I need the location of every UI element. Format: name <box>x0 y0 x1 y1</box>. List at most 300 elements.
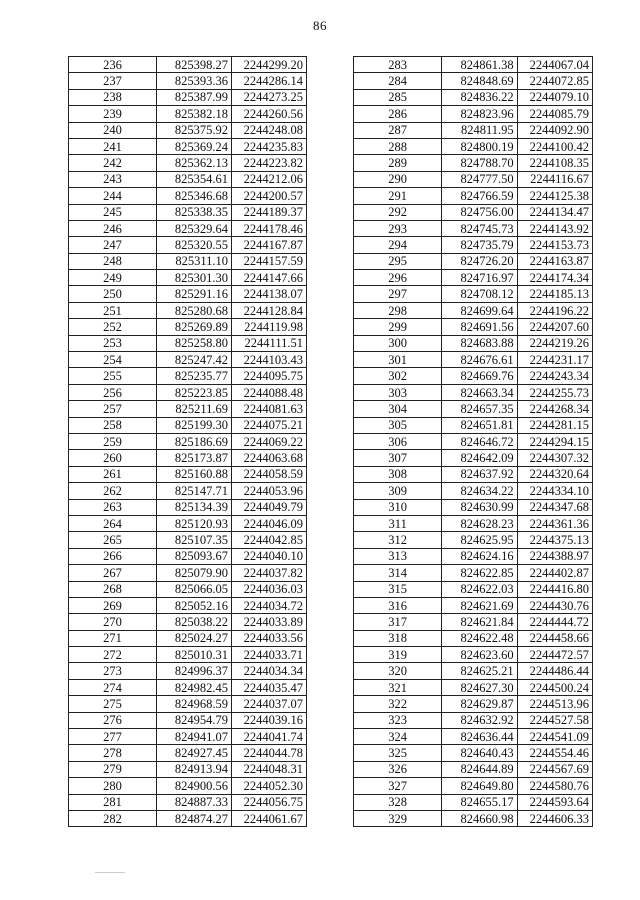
x-coordinate-cell: 825010.31 <box>157 647 232 663</box>
point-number-cell: 271 <box>69 630 157 646</box>
y-coordinate-cell: 2244189.37 <box>232 204 307 220</box>
y-coordinate-cell: 2244281.15 <box>517 417 592 433</box>
point-number-cell: 319 <box>354 647 442 663</box>
y-coordinate-cell: 2244108.35 <box>517 155 592 171</box>
point-number-cell: 244 <box>69 188 157 204</box>
table-row <box>69 106 307 122</box>
x-coordinate-cell: 825134.39 <box>157 499 232 515</box>
table-row <box>354 630 593 646</box>
table-row <box>69 122 307 138</box>
table-row <box>354 155 593 171</box>
x-coordinate-cell: 824861.38 <box>442 57 517 73</box>
point-number-cell: 312 <box>354 532 442 548</box>
point-number-cell: 304 <box>354 401 442 417</box>
point-number-cell: 305 <box>354 417 442 433</box>
table-row <box>69 761 307 777</box>
coordinates-table-right <box>353 56 593 827</box>
y-coordinate-cell: 2244200.57 <box>232 188 307 204</box>
y-coordinate-cell: 2244593.64 <box>517 794 592 810</box>
y-coordinate-cell: 2244513.96 <box>517 696 592 712</box>
x-coordinate-cell: 824745.73 <box>442 220 517 236</box>
x-coordinate-cell: 824625.21 <box>442 663 517 679</box>
y-coordinate-cell: 2244347.68 <box>517 499 592 515</box>
y-coordinate-cell: 2244243.34 <box>517 368 592 384</box>
y-coordinate-cell: 2244307.32 <box>517 450 592 466</box>
table-row <box>354 122 593 138</box>
point-number-cell: 270 <box>69 614 157 630</box>
table-row <box>354 810 593 826</box>
x-coordinate-cell: 825362.13 <box>157 155 232 171</box>
table-row <box>69 712 307 728</box>
table-row <box>69 237 307 253</box>
x-coordinate-cell: 825393.36 <box>157 73 232 89</box>
point-number-cell: 242 <box>69 155 157 171</box>
point-number-cell: 318 <box>354 630 442 646</box>
x-coordinate-cell: 825120.93 <box>157 515 232 531</box>
table-row <box>354 761 593 777</box>
y-coordinate-cell: 2244174.34 <box>517 270 592 286</box>
point-number-cell: 245 <box>69 204 157 220</box>
point-number-cell: 323 <box>354 712 442 728</box>
x-coordinate-cell: 824628.23 <box>442 515 517 531</box>
x-coordinate-cell: 825329.64 <box>157 220 232 236</box>
point-number-cell: 294 <box>354 237 442 253</box>
x-coordinate-cell: 825311.10 <box>157 253 232 269</box>
point-number-cell: 240 <box>69 122 157 138</box>
y-coordinate-cell: 2244178.46 <box>232 220 307 236</box>
table-row <box>69 614 307 630</box>
table-row <box>69 745 307 761</box>
point-number-cell: 243 <box>69 171 157 187</box>
y-coordinate-cell: 2244223.82 <box>232 155 307 171</box>
x-coordinate-cell: 825211.69 <box>157 401 232 417</box>
table-row <box>354 401 593 417</box>
table-row <box>354 679 593 695</box>
point-number-cell: 328 <box>354 794 442 810</box>
x-coordinate-cell: 825280.68 <box>157 302 232 318</box>
x-coordinate-cell: 824800.19 <box>442 138 517 154</box>
point-number-cell: 257 <box>69 401 157 417</box>
table-row <box>354 352 593 368</box>
point-number-cell: 279 <box>69 761 157 777</box>
table-row <box>354 171 593 187</box>
point-number-cell: 260 <box>69 450 157 466</box>
x-coordinate-cell: 824663.34 <box>442 384 517 400</box>
y-coordinate-cell: 2244147.66 <box>232 270 307 286</box>
x-coordinate-cell: 824788.70 <box>442 155 517 171</box>
table-row <box>354 237 593 253</box>
y-coordinate-cell: 2244334.10 <box>517 483 592 499</box>
x-coordinate-cell: 825258.80 <box>157 335 232 351</box>
x-coordinate-cell: 825320.55 <box>157 237 232 253</box>
table-row <box>69 450 307 466</box>
x-coordinate-cell: 824655.17 <box>442 794 517 810</box>
y-coordinate-cell: 2244248.08 <box>232 122 307 138</box>
table-row <box>354 548 593 564</box>
table-row <box>69 138 307 154</box>
table-row <box>354 270 593 286</box>
table-row <box>354 138 593 154</box>
table-row <box>69 57 307 73</box>
point-number-cell: 324 <box>354 729 442 745</box>
table-row <box>354 565 593 581</box>
x-coordinate-cell: 825107.35 <box>157 532 232 548</box>
table-row <box>69 630 307 646</box>
point-number-cell: 327 <box>354 778 442 794</box>
y-coordinate-cell: 2244079.10 <box>517 89 592 105</box>
point-number-cell: 321 <box>354 679 442 695</box>
table-row <box>69 335 307 351</box>
x-coordinate-cell: 825269.89 <box>157 319 232 335</box>
point-number-cell: 252 <box>69 319 157 335</box>
x-coordinate-cell: 824640.43 <box>442 745 517 761</box>
table-row <box>354 466 593 482</box>
x-coordinate-cell: 824634.22 <box>442 483 517 499</box>
table-row <box>354 106 593 122</box>
point-number-cell: 262 <box>69 483 157 499</box>
y-coordinate-cell: 2244044.78 <box>232 745 307 761</box>
table-row <box>354 597 593 613</box>
y-coordinate-cell: 2244567.69 <box>517 761 592 777</box>
y-coordinate-cell: 2244486.44 <box>517 663 592 679</box>
point-number-cell: 269 <box>69 597 157 613</box>
point-number-cell: 268 <box>69 581 157 597</box>
point-number-cell: 263 <box>69 499 157 515</box>
point-number-cell: 261 <box>69 466 157 482</box>
y-coordinate-cell: 2244039.16 <box>232 712 307 728</box>
y-coordinate-cell: 2244444.72 <box>517 614 592 630</box>
x-coordinate-cell: 824657.35 <box>442 401 517 417</box>
table-row <box>69 270 307 286</box>
y-coordinate-cell: 2244041.74 <box>232 729 307 745</box>
y-coordinate-cell: 2244048.31 <box>232 761 307 777</box>
table-row <box>354 614 593 630</box>
y-coordinate-cell: 2244125.38 <box>517 188 592 204</box>
y-coordinate-cell: 2244458.66 <box>517 630 592 646</box>
x-coordinate-cell: 825066.05 <box>157 581 232 597</box>
y-coordinate-cell: 2244255.73 <box>517 384 592 400</box>
table-row <box>69 368 307 384</box>
table-row <box>354 778 593 794</box>
point-number-cell: 282 <box>69 810 157 826</box>
table-row <box>69 663 307 679</box>
table-row <box>354 417 593 433</box>
x-coordinate-cell: 824644.89 <box>442 761 517 777</box>
y-coordinate-cell: 2244034.72 <box>232 597 307 613</box>
x-coordinate-cell: 824623.60 <box>442 647 517 663</box>
x-coordinate-cell: 824676.61 <box>442 352 517 368</box>
table-row <box>69 155 307 171</box>
table-row <box>354 647 593 663</box>
x-coordinate-cell: 825338.35 <box>157 204 232 220</box>
y-coordinate-cell: 2244219.26 <box>517 335 592 351</box>
table-row <box>69 794 307 810</box>
point-number-cell: 289 <box>354 155 442 171</box>
table-row <box>354 188 593 204</box>
table-row <box>69 696 307 712</box>
y-coordinate-cell: 2244103.43 <box>232 352 307 368</box>
point-number-cell: 250 <box>69 286 157 302</box>
table-row <box>354 696 593 712</box>
y-coordinate-cell: 2244554.46 <box>517 745 592 761</box>
table-row <box>354 712 593 728</box>
x-coordinate-cell: 825369.24 <box>157 138 232 154</box>
table-row <box>69 73 307 89</box>
point-number-cell: 326 <box>354 761 442 777</box>
x-coordinate-cell: 824848.69 <box>442 73 517 89</box>
y-coordinate-cell: 2244037.82 <box>232 565 307 581</box>
table-row <box>69 433 307 449</box>
x-coordinate-cell: 825186.69 <box>157 433 232 449</box>
y-coordinate-cell: 2244036.03 <box>232 581 307 597</box>
x-coordinate-cell: 824691.56 <box>442 319 517 335</box>
point-number-cell: 287 <box>354 122 442 138</box>
y-coordinate-cell: 2244052.30 <box>232 778 307 794</box>
table-row <box>69 810 307 826</box>
table-row <box>354 335 593 351</box>
x-coordinate-cell: 824968.59 <box>157 696 232 712</box>
x-coordinate-cell: 825093.67 <box>157 548 232 564</box>
table-row <box>354 433 593 449</box>
point-number-cell: 299 <box>354 319 442 335</box>
y-coordinate-cell: 2244033.71 <box>232 647 307 663</box>
point-number-cell: 314 <box>354 565 442 581</box>
point-number-cell: 253 <box>69 335 157 351</box>
table-row <box>354 204 593 220</box>
y-coordinate-cell: 2244069.22 <box>232 433 307 449</box>
y-coordinate-cell: 2244092.90 <box>517 122 592 138</box>
x-coordinate-cell: 824669.76 <box>442 368 517 384</box>
y-coordinate-cell: 2244260.56 <box>232 106 307 122</box>
table-row <box>69 515 307 531</box>
y-coordinate-cell: 2244034.34 <box>232 663 307 679</box>
x-coordinate-cell: 824625.95 <box>442 532 517 548</box>
y-coordinate-cell: 2244361.36 <box>517 515 592 531</box>
point-number-cell: 267 <box>69 565 157 581</box>
point-number-cell: 273 <box>69 663 157 679</box>
x-coordinate-cell: 824630.99 <box>442 499 517 515</box>
y-coordinate-cell: 2244212.06 <box>232 171 307 187</box>
x-coordinate-cell: 825398.27 <box>157 57 232 73</box>
y-coordinate-cell: 2244157.59 <box>232 253 307 269</box>
x-coordinate-cell: 824708.12 <box>442 286 517 302</box>
table-row <box>69 302 307 318</box>
table-row <box>69 171 307 187</box>
table-row <box>354 286 593 302</box>
point-number-cell: 322 <box>354 696 442 712</box>
x-coordinate-cell: 824716.97 <box>442 270 517 286</box>
point-number-cell: 329 <box>354 810 442 826</box>
point-number-cell: 254 <box>69 352 157 368</box>
point-number-cell: 306 <box>354 433 442 449</box>
y-coordinate-cell: 2244088.48 <box>232 384 307 400</box>
x-coordinate-cell: 824622.03 <box>442 581 517 597</box>
table-row <box>354 73 593 89</box>
point-number-cell: 241 <box>69 138 157 154</box>
y-coordinate-cell: 2244061.67 <box>232 810 307 826</box>
y-coordinate-cell: 2244100.42 <box>517 138 592 154</box>
table-row <box>69 483 307 499</box>
point-number-cell: 266 <box>69 548 157 564</box>
y-coordinate-cell: 2244430.76 <box>517 597 592 613</box>
x-coordinate-cell: 824683.88 <box>442 335 517 351</box>
table-row <box>354 253 593 269</box>
y-coordinate-cell: 2244067.04 <box>517 57 592 73</box>
point-number-cell: 309 <box>354 483 442 499</box>
point-number-cell: 297 <box>354 286 442 302</box>
y-coordinate-cell: 2244058.59 <box>232 466 307 482</box>
x-coordinate-cell: 825354.61 <box>157 171 232 187</box>
table-row <box>354 302 593 318</box>
table-row <box>354 450 593 466</box>
y-coordinate-cell: 2244035.47 <box>232 679 307 695</box>
y-coordinate-cell: 2244402.87 <box>517 565 592 581</box>
y-coordinate-cell: 2244111.51 <box>232 335 307 351</box>
point-number-cell: 300 <box>354 335 442 351</box>
table-row <box>354 220 593 236</box>
y-coordinate-cell: 2244037.07 <box>232 696 307 712</box>
y-coordinate-cell: 2244299.20 <box>232 57 307 73</box>
y-coordinate-cell: 2244500.24 <box>517 679 592 695</box>
point-number-cell: 249 <box>69 270 157 286</box>
x-coordinate-cell: 825079.90 <box>157 565 232 581</box>
y-coordinate-cell: 2244033.56 <box>232 630 307 646</box>
y-coordinate-cell: 2244320.64 <box>517 466 592 482</box>
x-coordinate-cell: 824621.84 <box>442 614 517 630</box>
x-coordinate-cell: 824777.50 <box>442 171 517 187</box>
point-number-cell: 248 <box>69 253 157 269</box>
y-coordinate-cell: 2244116.67 <box>517 171 592 187</box>
x-coordinate-cell: 825038.22 <box>157 614 232 630</box>
x-coordinate-cell: 825346.68 <box>157 188 232 204</box>
table-row <box>69 532 307 548</box>
x-coordinate-cell: 824622.85 <box>442 565 517 581</box>
table-row <box>69 729 307 745</box>
x-coordinate-cell: 825024.27 <box>157 630 232 646</box>
point-number-cell: 313 <box>354 548 442 564</box>
point-number-cell: 238 <box>69 89 157 105</box>
table-row <box>354 499 593 515</box>
point-number-cell: 317 <box>354 614 442 630</box>
x-coordinate-cell: 824627.30 <box>442 679 517 695</box>
y-coordinate-cell: 2244185.13 <box>517 286 592 302</box>
table-row <box>354 319 593 335</box>
x-coordinate-cell: 824900.56 <box>157 778 232 794</box>
x-coordinate-cell: 824621.69 <box>442 597 517 613</box>
point-number-cell: 292 <box>354 204 442 220</box>
x-coordinate-cell: 825375.92 <box>157 122 232 138</box>
point-number-cell: 265 <box>69 532 157 548</box>
table-row <box>69 204 307 220</box>
point-number-cell: 320 <box>354 663 442 679</box>
y-coordinate-cell: 2244196.22 <box>517 302 592 318</box>
table-row <box>354 483 593 499</box>
table-row <box>69 499 307 515</box>
y-coordinate-cell: 2244128.84 <box>232 302 307 318</box>
x-coordinate-cell: 824887.33 <box>157 794 232 810</box>
x-coordinate-cell: 825052.16 <box>157 597 232 613</box>
table-row <box>69 286 307 302</box>
x-coordinate-cell: 825235.77 <box>157 368 232 384</box>
y-coordinate-cell: 2244040.10 <box>232 548 307 564</box>
table-row <box>354 384 593 400</box>
y-coordinate-cell: 2244294.15 <box>517 433 592 449</box>
table-row <box>69 466 307 482</box>
table-row <box>69 679 307 695</box>
point-number-cell: 237 <box>69 73 157 89</box>
point-number-cell: 236 <box>69 57 157 73</box>
x-coordinate-cell: 824726.20 <box>442 253 517 269</box>
point-number-cell: 301 <box>354 352 442 368</box>
y-coordinate-cell: 2244527.58 <box>517 712 592 728</box>
x-coordinate-cell: 824811.95 <box>442 122 517 138</box>
y-coordinate-cell: 2244033.89 <box>232 614 307 630</box>
point-number-cell: 283 <box>354 57 442 73</box>
x-coordinate-cell: 824632.92 <box>442 712 517 728</box>
table-row <box>69 401 307 417</box>
point-number-cell: 275 <box>69 696 157 712</box>
table-row <box>69 548 307 564</box>
point-number-cell: 278 <box>69 745 157 761</box>
y-coordinate-cell: 2244235.83 <box>232 138 307 154</box>
point-number-cell: 285 <box>354 89 442 105</box>
y-coordinate-cell: 2244167.87 <box>232 237 307 253</box>
point-number-cell: 247 <box>69 237 157 253</box>
x-coordinate-cell: 824823.96 <box>442 106 517 122</box>
y-coordinate-cell: 2244231.17 <box>517 352 592 368</box>
point-number-cell: 281 <box>69 794 157 810</box>
y-coordinate-cell: 2244075.21 <box>232 417 307 433</box>
point-number-cell: 277 <box>69 729 157 745</box>
x-coordinate-cell: 824735.79 <box>442 237 517 253</box>
x-coordinate-cell: 825247.42 <box>157 352 232 368</box>
x-coordinate-cell: 824927.45 <box>157 745 232 761</box>
point-number-cell: 286 <box>354 106 442 122</box>
table-row <box>69 417 307 433</box>
point-number-cell: 276 <box>69 712 157 728</box>
table-row <box>69 581 307 597</box>
y-coordinate-cell: 2244085.79 <box>517 106 592 122</box>
point-number-cell: 298 <box>354 302 442 318</box>
table-row <box>354 794 593 810</box>
table-row <box>69 778 307 794</box>
y-coordinate-cell: 2244049.79 <box>232 499 307 515</box>
point-number-cell: 284 <box>354 73 442 89</box>
x-coordinate-cell: 824913.94 <box>157 761 232 777</box>
point-number-cell: 316 <box>354 597 442 613</box>
table-row <box>69 89 307 105</box>
y-coordinate-cell: 2244053.96 <box>232 483 307 499</box>
point-number-cell: 290 <box>354 171 442 187</box>
x-coordinate-cell: 824699.64 <box>442 302 517 318</box>
x-coordinate-cell: 824622.48 <box>442 630 517 646</box>
table-row <box>69 253 307 269</box>
table-row <box>69 597 307 613</box>
point-number-cell: 280 <box>69 778 157 794</box>
x-coordinate-cell: 824941.07 <box>157 729 232 745</box>
point-number-cell: 239 <box>69 106 157 122</box>
coordinates-table-left <box>68 56 307 827</box>
x-coordinate-cell: 825160.88 <box>157 466 232 482</box>
y-coordinate-cell: 2244119.98 <box>232 319 307 335</box>
y-coordinate-cell: 2244580.76 <box>517 778 592 794</box>
x-coordinate-cell: 825301.30 <box>157 270 232 286</box>
x-coordinate-cell: 825173.87 <box>157 450 232 466</box>
y-coordinate-cell: 2244095.75 <box>232 368 307 384</box>
point-number-cell: 303 <box>354 384 442 400</box>
table-row <box>354 745 593 761</box>
point-number-cell: 308 <box>354 466 442 482</box>
